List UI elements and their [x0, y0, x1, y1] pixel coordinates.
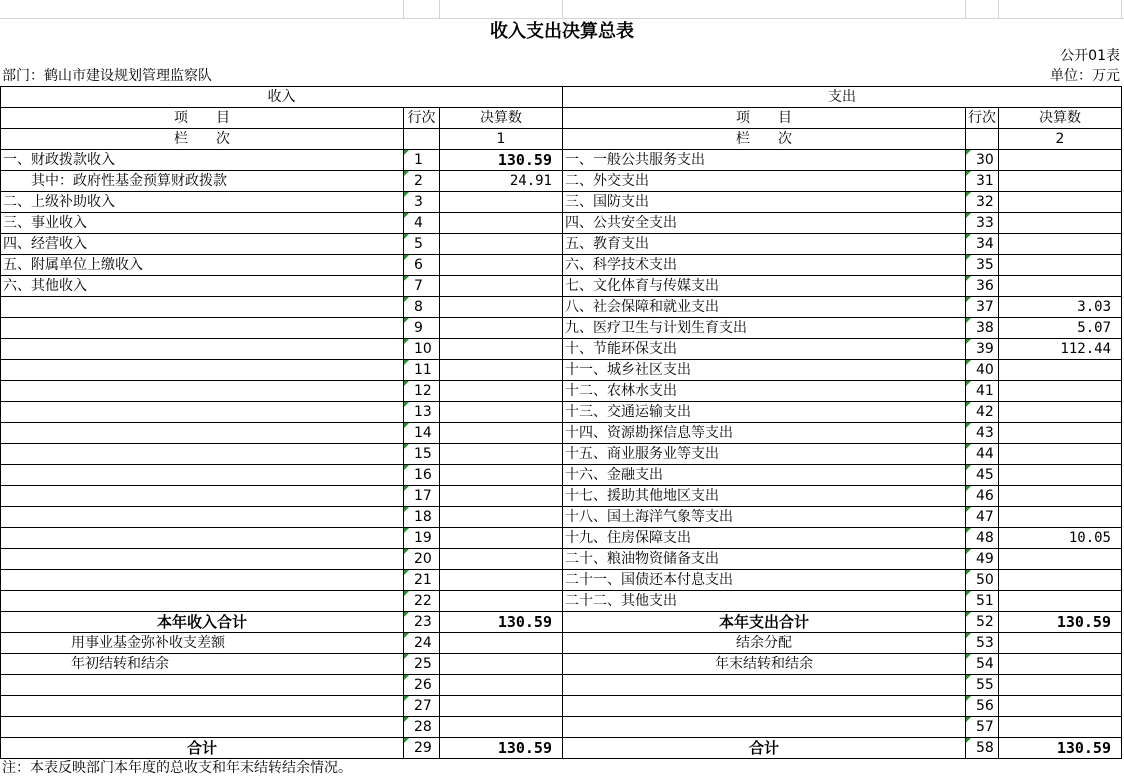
- expense-column-blank: [966, 129, 999, 150]
- expense-row-number: 37: [966, 297, 999, 318]
- income-amount: [440, 549, 563, 570]
- expense-column-number: 2: [999, 129, 1122, 150]
- income-item: [1, 717, 404, 738]
- income-row-number: 17: [404, 486, 440, 507]
- income-row-number: 1: [404, 150, 440, 171]
- table-row: [1, 465, 1122, 486]
- expense-item: 四、公共安全支出: [563, 213, 966, 234]
- expense-item: 二十二、其他支出: [563, 591, 966, 612]
- expense-amount: [999, 192, 1122, 213]
- expense-row-number: 43: [966, 423, 999, 444]
- income-row-number: 19: [404, 528, 440, 549]
- expense-row-number: 50: [966, 570, 999, 591]
- income-amount: [440, 717, 563, 738]
- expense-row-number: 47: [966, 507, 999, 528]
- expense-row-number: 49: [966, 549, 999, 570]
- table-row: [1, 213, 1122, 234]
- expense-item: 二十一、国债还本付息支出: [563, 570, 966, 591]
- income-item: [1, 675, 404, 696]
- income-row-number: 20: [404, 549, 440, 570]
- table-row: [1, 360, 1122, 381]
- income-amount-header: 决算数: [440, 108, 563, 129]
- income-item: 年初结转和结余: [1, 654, 404, 675]
- grid-divider: [403, 0, 404, 18]
- grid-divider: [998, 0, 999, 18]
- expense-amount: [999, 213, 1122, 234]
- income-row-number: 3: [404, 192, 440, 213]
- income-row-number: 8: [404, 297, 440, 318]
- income-row-number: 26: [404, 675, 440, 696]
- income-item: [1, 402, 404, 423]
- income-row-number: 13: [404, 402, 440, 423]
- expense-row-number: 48: [966, 528, 999, 549]
- income-row-number: 11: [404, 360, 440, 381]
- income-row-number: 24: [404, 633, 440, 654]
- income-amount: [440, 402, 563, 423]
- income-row-number: 15: [404, 444, 440, 465]
- expense-row-number: 46: [966, 486, 999, 507]
- expense-row-number: 44: [966, 444, 999, 465]
- income-item: 一、财政拨款收入: [1, 150, 404, 171]
- income-item: 合计: [1, 738, 404, 759]
- expense-row-number: 56: [966, 696, 999, 717]
- expense-item: 七、文化体育与传媒支出: [563, 276, 966, 297]
- income-item: [1, 570, 404, 591]
- expense-amount: [999, 570, 1122, 591]
- income-amount: [440, 486, 563, 507]
- expense-amount: [999, 633, 1122, 654]
- income-amount: [440, 318, 563, 339]
- income-amount: [440, 591, 563, 612]
- income-row-number: 5: [404, 234, 440, 255]
- grid-divider: [562, 0, 563, 18]
- table-row: [1, 318, 1122, 339]
- expense-item: 十六、金融支出: [563, 465, 966, 486]
- expense-row-number: 55: [966, 675, 999, 696]
- expense-item: 合计: [563, 738, 966, 759]
- expense-item: [563, 675, 966, 696]
- expense-amount: [999, 444, 1122, 465]
- income-row-number: 28: [404, 717, 440, 738]
- expense-amount: [999, 381, 1122, 402]
- table-row: [1, 675, 1122, 696]
- income-row-number: 9: [404, 318, 440, 339]
- expense-row-number: 54: [966, 654, 999, 675]
- income-amount: 130.59: [440, 612, 563, 633]
- income-row-number: 27: [404, 696, 440, 717]
- expense-amount: 10.05: [999, 528, 1122, 549]
- income-item: [1, 696, 404, 717]
- form-code: 公开01表: [1060, 48, 1120, 64]
- income-item: [1, 318, 404, 339]
- expense-row-number: 45: [966, 465, 999, 486]
- expense-section-header: 支出: [563, 87, 1122, 108]
- expense-row-number: 33: [966, 213, 999, 234]
- table-row: [1, 654, 1122, 675]
- table-row: [1, 486, 1122, 507]
- expense-row-number: 36: [966, 276, 999, 297]
- expense-amount: [999, 717, 1122, 738]
- expense-item: 十二、农林水支出: [563, 381, 966, 402]
- income-row-number: 7: [404, 276, 440, 297]
- income-amount: 130.59: [440, 150, 563, 171]
- income-amount: [440, 675, 563, 696]
- expense-item: 十七、援助其他地区支出: [563, 486, 966, 507]
- income-item: 其中：政府性基金预算财政拨款: [1, 171, 404, 192]
- income-item: 四、经营收入: [1, 234, 404, 255]
- expense-item: 年末结转和结余: [563, 654, 966, 675]
- spreadsheet-top-gridline: [0, 0, 1124, 19]
- income-amount: [440, 633, 563, 654]
- expense-amount: [999, 654, 1122, 675]
- expense-amount: [999, 402, 1122, 423]
- table-row: [1, 192, 1122, 213]
- column-number-row: [1, 129, 1122, 150]
- expense-item: 八、社会保障和就业支出: [563, 297, 966, 318]
- expense-item: 十四、资源勘探信息等支出: [563, 423, 966, 444]
- income-amount: [440, 297, 563, 318]
- table-row: [1, 633, 1122, 654]
- expense-amount: [999, 507, 1122, 528]
- expense-row-number: 41: [966, 381, 999, 402]
- income-row-number: 14: [404, 423, 440, 444]
- table-row: [1, 507, 1122, 528]
- income-row-number: 10: [404, 339, 440, 360]
- expense-row-number: 58: [966, 738, 999, 759]
- income-row-number: 21: [404, 570, 440, 591]
- expense-row-number: 38: [966, 318, 999, 339]
- income-item: [1, 360, 404, 381]
- income-amount: [440, 528, 563, 549]
- expense-amount: [999, 171, 1122, 192]
- income-row-number: 12: [404, 381, 440, 402]
- expense-item: 一、一般公共服务支出: [563, 150, 966, 171]
- income-item: 三、事业收入: [1, 213, 404, 234]
- income-amount: [440, 360, 563, 381]
- income-amount: [440, 381, 563, 402]
- income-amount: [440, 276, 563, 297]
- expense-item: 六、科学技术支出: [563, 255, 966, 276]
- income-item: [1, 465, 404, 486]
- income-row-header: 行次: [404, 108, 440, 129]
- income-item: 用事业基金弥补收支差额: [1, 633, 404, 654]
- income-amount: [440, 507, 563, 528]
- expense-item: 十九、住房保障支出: [563, 528, 966, 549]
- expense-item-header: 项 目: [563, 108, 966, 129]
- expense-amount: [999, 486, 1122, 507]
- expense-row-number: 32: [966, 192, 999, 213]
- footnote: 注：本表反映部门本年度的总收支和年末结转结余情况。: [2, 760, 352, 776]
- income-row-number: 18: [404, 507, 440, 528]
- section-header-row: [1, 87, 1122, 108]
- expense-amount: [999, 234, 1122, 255]
- expense-amount: [999, 675, 1122, 696]
- expense-amount: [999, 255, 1122, 276]
- expense-row-header: 行次: [966, 108, 999, 129]
- income-row-number: 29: [404, 738, 440, 759]
- income-row-number: 22: [404, 591, 440, 612]
- expense-item: 结余分配: [563, 633, 966, 654]
- table-row: [1, 444, 1122, 465]
- income-row-number: 4: [404, 213, 440, 234]
- income-column-blank: [404, 129, 440, 150]
- income-item: [1, 507, 404, 528]
- income-amount: [440, 213, 563, 234]
- expense-row-number: 30: [966, 150, 999, 171]
- expense-amount: [999, 423, 1122, 444]
- income-item: [1, 486, 404, 507]
- table-body: [1, 150, 1122, 759]
- expense-amount: 3.03: [999, 297, 1122, 318]
- expense-amount: [999, 465, 1122, 486]
- income-amount: [440, 339, 563, 360]
- department-label: 部门：鹤山市建设规划管理监察队: [2, 68, 212, 84]
- unit-label: 单位：万元: [1050, 68, 1120, 84]
- expense-amount: 130.59: [999, 738, 1122, 759]
- expense-item: 十八、国土海洋气象等支出: [563, 507, 966, 528]
- expense-item: [563, 696, 966, 717]
- expense-item: 本年支出合计: [563, 612, 966, 633]
- expense-item: 十五、商业服务业等支出: [563, 444, 966, 465]
- table-row: [1, 297, 1122, 318]
- income-item: [1, 339, 404, 360]
- income-item: 二、上级补助收入: [1, 192, 404, 213]
- income-item: 本年收入合计: [1, 612, 404, 633]
- income-item: 五、附属单位上缴收入: [1, 255, 404, 276]
- income-column-label: 栏 次: [1, 129, 404, 150]
- expense-row-number: 57: [966, 717, 999, 738]
- subtotal-row: [1, 612, 1122, 633]
- income-amount: [440, 423, 563, 444]
- income-item: [1, 549, 404, 570]
- table-row: [1, 234, 1122, 255]
- income-amount: [440, 654, 563, 675]
- expense-row-number: 39: [966, 339, 999, 360]
- total-row: [1, 738, 1122, 759]
- expense-amount: [999, 696, 1122, 717]
- expense-row-number: 52: [966, 612, 999, 633]
- income-column-number: 1: [440, 129, 563, 150]
- expense-item: 三、国防支出: [563, 192, 966, 213]
- expense-column-label: 栏 次: [563, 129, 966, 150]
- expense-row-number: 53: [966, 633, 999, 654]
- expense-item: 二十、粮油物资储备支出: [563, 549, 966, 570]
- expense-amount: 130.59: [999, 612, 1122, 633]
- income-row-number: 23: [404, 612, 440, 633]
- table-row: [1, 276, 1122, 297]
- income-item: 六、其他收入: [1, 276, 404, 297]
- income-item-header: 项 目: [1, 108, 404, 129]
- expense-item: 二、外交支出: [563, 171, 966, 192]
- grid-divider: [965, 0, 966, 18]
- table-row: [1, 402, 1122, 423]
- income-item: [1, 381, 404, 402]
- expense-amount: 5.07: [999, 318, 1122, 339]
- income-amount: [440, 696, 563, 717]
- table-row: [1, 381, 1122, 402]
- income-expense-table: [0, 86, 1122, 759]
- income-item: [1, 423, 404, 444]
- income-row-number: 25: [404, 654, 440, 675]
- income-amount: [440, 192, 563, 213]
- expense-amount: [999, 549, 1122, 570]
- table-row: [1, 423, 1122, 444]
- expense-item: [563, 717, 966, 738]
- income-amount: [440, 255, 563, 276]
- expense-item: 十、节能环保支出: [563, 339, 966, 360]
- table-row: [1, 717, 1122, 738]
- income-amount: [440, 444, 563, 465]
- income-amount: [440, 234, 563, 255]
- table-row: [1, 339, 1122, 360]
- table-row: [1, 255, 1122, 276]
- expense-row-number: 34: [966, 234, 999, 255]
- column-header-row: [1, 108, 1122, 129]
- expense-item: 五、教育支出: [563, 234, 966, 255]
- income-row-number: 2: [404, 171, 440, 192]
- expense-amount: [999, 150, 1122, 171]
- income-section-header: 收入: [1, 87, 563, 108]
- expense-amount: [999, 591, 1122, 612]
- expense-item: 十一、城乡社区支出: [563, 360, 966, 381]
- table-row: [1, 171, 1122, 192]
- expense-item: 九、医疗卫生与计划生育支出: [563, 318, 966, 339]
- income-amount: 130.59: [440, 738, 563, 759]
- grid-divider: [1121, 0, 1122, 18]
- table-row: [1, 150, 1122, 171]
- table-row: [1, 591, 1122, 612]
- expense-row-number: 31: [966, 171, 999, 192]
- expense-amount: 112.44: [999, 339, 1122, 360]
- expense-row-number: 40: [966, 360, 999, 381]
- table-row: [1, 696, 1122, 717]
- expense-amount-header: 决算数: [999, 108, 1122, 129]
- expense-row-number: 51: [966, 591, 999, 612]
- expense-item: 十三、交通运输支出: [563, 402, 966, 423]
- income-amount: [440, 570, 563, 591]
- grid-divider: [439, 0, 440, 18]
- expense-amount: [999, 276, 1122, 297]
- income-amount: [440, 465, 563, 486]
- report-title: 收入支出决算总表: [490, 21, 634, 42]
- table-row: [1, 570, 1122, 591]
- table-row: [1, 528, 1122, 549]
- expense-amount: [999, 360, 1122, 381]
- income-item: [1, 528, 404, 549]
- income-row-number: 16: [404, 465, 440, 486]
- income-item: [1, 444, 404, 465]
- expense-row-number: 35: [966, 255, 999, 276]
- income-item: [1, 297, 404, 318]
- table-row: [1, 549, 1122, 570]
- income-item: [1, 591, 404, 612]
- expense-row-number: 42: [966, 402, 999, 423]
- income-row-number: 6: [404, 255, 440, 276]
- income-amount: 24.91: [440, 171, 563, 192]
